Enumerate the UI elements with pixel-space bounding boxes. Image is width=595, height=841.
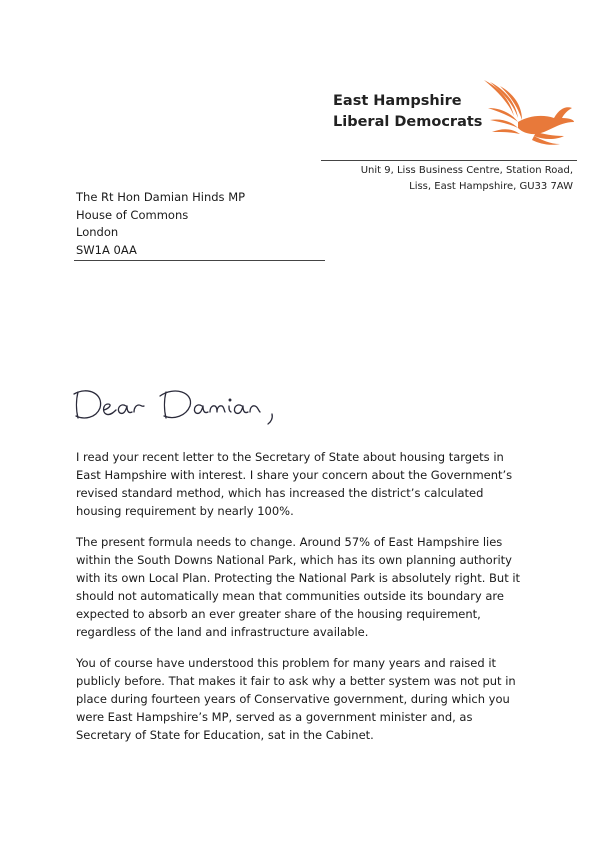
body-paragraph-1 <box>76 448 536 520</box>
body-line: housing requirement by nearly 100%. <box>76 504 294 518</box>
bird-of-liberty-logo-icon <box>478 78 576 146</box>
body-line: revised standard method, which has increased the district’s calculated <box>76 486 484 500</box>
body-line: You of course have understood this problem for many years and raised it <box>76 656 497 670</box>
recipient-underline <box>74 260 325 261</box>
body-line: The present formula needs to change. Around 57% of East Hampshire lies <box>76 535 503 549</box>
recipient-line-1: The Rt Hon Damian Hinds MP <box>76 190 246 204</box>
body-line: I read your recent letter to the Secretary of State about housing targets in <box>76 450 504 464</box>
recipient-line-4: SW1A 0AA <box>76 242 137 257</box>
body-line: Secretary of State for Education, sat in the Cabinet. <box>76 728 374 742</box>
letterhead-divider <box>321 160 577 161</box>
organisation-name-line-1: East Hampshire <box>333 93 462 109</box>
body-paragraph-3 <box>76 654 536 744</box>
handwritten-salutation <box>70 380 300 430</box>
body-line: should not automatically mean that communities outside its boundary are <box>76 589 504 603</box>
body-paragraph-2 <box>76 533 536 641</box>
body-line: within the South Downs National Park, which has its own planning authority <box>76 553 512 567</box>
body-line: East Hampshire with interest. I share your concern about the Government’s <box>76 468 513 482</box>
body-line: with its own Local Plan. Protecting the National Park is absolutely right. But it <box>76 571 521 585</box>
address-line-1: Unit 9, Liss Business Centre, Station Road, <box>360 165 573 176</box>
body-line: were East Hampshire’s MP, served as a government minister and, as <box>76 710 473 724</box>
letter-body <box>76 448 536 757</box>
recipient-address <box>76 189 336 259</box>
organisation-name-line-2: Liberal Democrats <box>333 114 483 130</box>
body-line: expected to absorb an ever greater share of the housing requirement, <box>76 607 481 621</box>
recipient-line-3: London <box>76 225 119 239</box>
body-line: regardless of the land and infrastructure available. <box>76 625 369 639</box>
recipient-line-2: House of Commons <box>76 207 189 222</box>
organisation-address <box>313 163 573 195</box>
address-line-2: Liss, East Hampshire, GU33 7AW <box>409 181 573 192</box>
body-line: place during fourteen years of Conservative government, during which you <box>76 692 510 706</box>
body-line: publicly before. That makes it fair to ask why a better system was not put in <box>76 674 516 688</box>
